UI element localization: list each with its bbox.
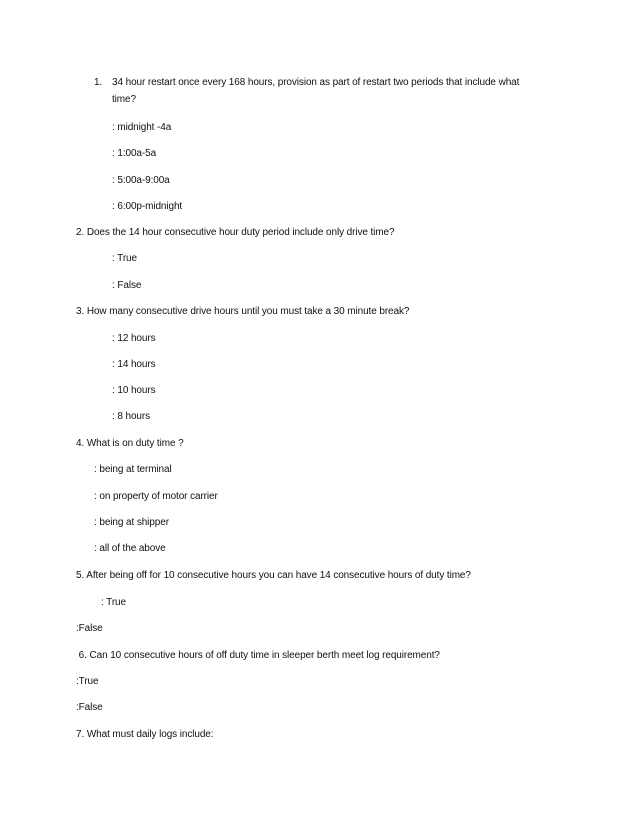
question-5-option-2: :False (76, 623, 103, 634)
question-1-text: 34 hour restart once every 168 hours, provision as part of restart two periods that include what (112, 77, 520, 88)
question-5-option-1: : True (101, 597, 126, 608)
question-1-option-3: : 5:00a-9:00a (112, 175, 170, 186)
question-1-number: 1. (94, 77, 103, 88)
question-4-option-4: : all of the above (94, 543, 166, 554)
question-4-option-2: : on property of motor carrier (94, 491, 218, 502)
question-4-option-3: : being at shipper (94, 517, 169, 528)
question-6-option-2: :False (76, 702, 103, 713)
question-6-option-1: :True (76, 676, 99, 687)
question-6-text: 6. Can 10 consecutive hours of off duty time in sleeper berth meet log requirement? (76, 650, 440, 661)
question-5-text: 5. After being off for 10 consecutive hours you can have 14 consecutive hours of duty time? (76, 570, 471, 581)
question-3-option-2: : 14 hours (112, 359, 156, 370)
question-3-text: 3. How many consecutive drive hours until you must take a 30 minute break? (76, 306, 410, 317)
question-2-text: 2. Does the 14 hour consecutive hour duty period include only drive time? (76, 227, 395, 238)
question-3-option-1: : 12 hours (112, 333, 156, 344)
question-4-option-1: : being at terminal (94, 464, 172, 475)
question-7-text: 7. What must daily logs include: (76, 729, 214, 740)
question-2-option-1: : True (112, 253, 137, 264)
question-3-option-3: : 10 hours (112, 385, 156, 396)
question-1-option-2: : 1:00a-5a (112, 148, 157, 159)
question-1-option-4: : 6:00p-midnight (112, 201, 183, 212)
question-1-text-continued: time? (112, 94, 136, 105)
question-1-option-1: : midnight -4a (112, 122, 172, 133)
question-4-text: 4. What is on duty time ? (76, 438, 184, 449)
question-3-option-4: : 8 hours (112, 411, 151, 422)
question-2-option-2: : False (112, 280, 142, 291)
